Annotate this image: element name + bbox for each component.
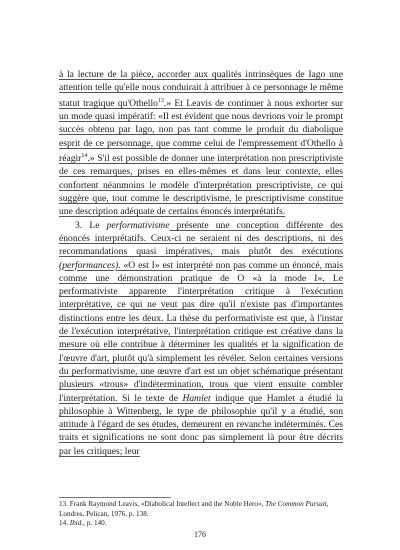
paragraph-2-text-b: . «O est I» est interprété non pas comme un énoncé, mais comme une démonstration pratique de O «à la mode I». Le performativiste apparente l'interprétation critique à l'exécution interprétative, ce qui ne veut pas dire qu'il n'existe pas d'importantes distinctions entre les deux. La thèse du performativiste est que, à l'instar de l'exécution interprétative, l'interprétation critique est créative dans la mesure où elle contribue à déterminer les qualités et la signification de l'œuvre d'art, plutôt qu'à simplement les révéler. Selon certaines versions du performativisme, une œuvre d'art est un objet schématique présentant plusieurs «trous» d'indétermination, trous que vient ensuite combler l'interprétation. Si le texte de bbox=[59, 259, 343, 404]
footnote-13-text-a: 13. Frank Raymond Leavis, «Diabolical Intellect and the Noble Hero», bbox=[59, 500, 266, 508]
footnote-separator bbox=[59, 497, 171, 498]
title-hamlet: Hamlet bbox=[182, 392, 211, 404]
page-number: 176 bbox=[194, 530, 206, 539]
footnote-13-text-b: , Londres, Pelican, 1976, p. 138. bbox=[59, 500, 329, 518]
paragraph-2 bbox=[59, 219, 343, 458]
body-text bbox=[59, 68, 343, 458]
paragraph-1-text-a: à la lecture de la pièce, accorder aux qualités intrinsèques de Iago une attention telle qu'elle nous conduirait à attribuer à ce personnage le même statut tragique qu'Othello bbox=[59, 69, 343, 109]
paragraph-2-text-a: présente une conception différente des énoncés interprétatifs. Ceux-ci ne seraient ni des descriptions, ni des recommandations quasi impératives, mais plutôt des exécutions bbox=[59, 219, 343, 258]
footnote-14-text-b: , p. 140. bbox=[83, 519, 107, 528]
term-performances: (performances) bbox=[59, 259, 119, 271]
term-performativisme: performativisme bbox=[106, 219, 170, 231]
highlighted-passage bbox=[59, 69, 343, 217]
footnote-ref-13: 13 bbox=[157, 97, 164, 104]
footnote-14-text-a: 14. bbox=[59, 519, 70, 528]
paragraph-2-text-c: indique que Hamlet a étudié la philosophie à Wittenberg, le type de philosophie qu'il y a étudié, son attitude à l'égard de ses études, demeurent en revanche indéterminés. Ces traits et significations ne sont donc pas simplement là pour être décrits par les critiques; leur bbox=[59, 392, 343, 457]
footnote-13 bbox=[59, 500, 343, 519]
footnote-14 bbox=[59, 519, 343, 529]
footnotes bbox=[59, 500, 343, 529]
paragraph-1-text-b: .» Et Leavis de continuer à nous exhorter sur un mode quasi impératif: «Il est évident que nous devrions voir le prompt succès obtenu par Iago, non pas tant comme le produit du diabolique esprit de ce personnage, que comme celui de l'empressement d'Othello à réagir bbox=[59, 97, 343, 165]
paragraph-1-text-c: .» S'il est possible de donner une interprétation non prescriptiviste de ces remarques, prises en elles-mêmes et dans leur contexte, elles confortent néanmoins le modèle d'interprétation prescriptiviste, ce qui suggère que, tout comme le descriptivisme, le prescriptivisme constitue une description adéquate de certains énoncés interprétatifs. bbox=[59, 153, 343, 218]
footnote-14-ibid: Ibid. bbox=[69, 519, 84, 528]
footnote-ref-14: 14 bbox=[81, 152, 88, 159]
paragraph-1 bbox=[59, 68, 343, 219]
highlighted-passage-2 bbox=[59, 220, 343, 457]
footnote-13-title: The Common Pursuit bbox=[265, 500, 327, 508]
paragraph-2-number: 3. Le bbox=[75, 219, 107, 231]
